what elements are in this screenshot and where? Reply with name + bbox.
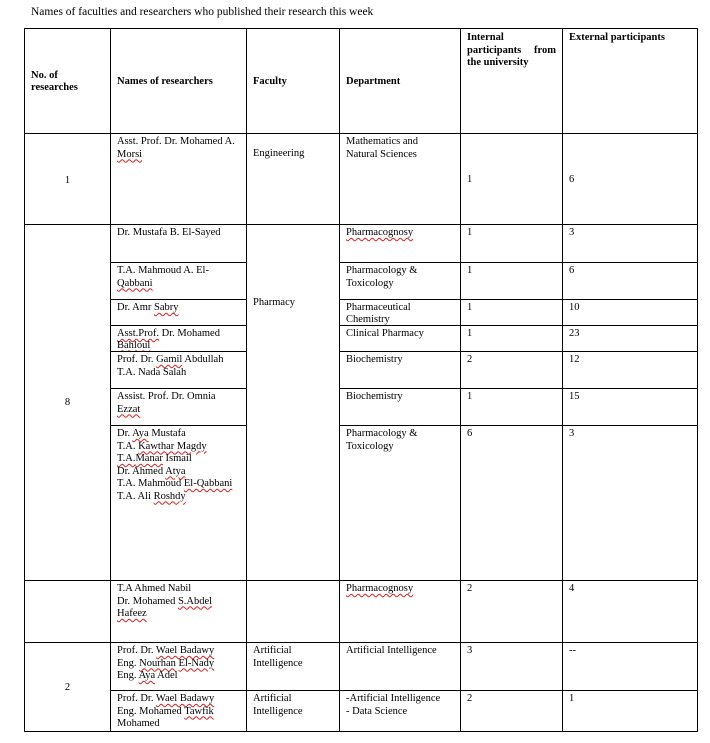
external-cell: 23	[563, 326, 698, 352]
researcher-name: Prof. Dr.	[117, 354, 157, 365]
researcher-name: Dr.	[117, 428, 133, 439]
page-caption: Names of faculties and researchers who published their research this week	[31, 6, 374, 18]
header-faculty: Faculty	[247, 29, 340, 134]
researcher-line	[117, 302, 240, 315]
researcher-name: Adel	[155, 670, 178, 681]
researcher-name: El-Nady	[178, 657, 215, 669]
external-cell: 4	[563, 581, 698, 643]
researcher-name: Qabbani	[117, 277, 153, 289]
header-external: External participants	[563, 29, 698, 134]
internal-cell: 2	[461, 691, 563, 732]
department-line: Natural Sciences	[346, 148, 417, 160]
department-line: Toxicology	[346, 440, 394, 452]
researcher-name: Asst.Prof.	[117, 328, 160, 339]
names-cell	[111, 426, 247, 581]
names-cell	[111, 352, 247, 389]
researcher-name: Dr. Amr	[117, 302, 155, 313]
names-cell	[111, 225, 247, 263]
department-cell	[340, 691, 461, 732]
researcher-line	[117, 491, 240, 504]
names-cell	[111, 581, 247, 643]
group-count-cell: 2	[25, 643, 111, 732]
table-row	[25, 225, 698, 263]
researcher-line	[117, 453, 240, 466]
external-cell: 10	[563, 300, 698, 326]
researcher-name: T.A.	[117, 453, 136, 464]
researcher-name: Abdullah	[182, 354, 224, 365]
researcher-line	[117, 354, 240, 367]
department-line: Biochemistry	[346, 354, 403, 365]
internal-cell: 1	[461, 389, 563, 426]
department-cell	[340, 134, 461, 225]
researcher-name: T.A. Mahmoud	[117, 478, 184, 489]
table-row	[25, 300, 698, 326]
header-department: Department	[340, 29, 461, 134]
researcher-line	[117, 149, 240, 162]
faculty-cell	[247, 134, 340, 225]
faculty-name: Engineering	[253, 148, 305, 159]
table-row	[25, 326, 698, 352]
researcher-line	[117, 658, 240, 671]
researcher-line	[117, 693, 240, 706]
researcher-name: T.A.	[117, 440, 139, 452]
internal-cell: 1	[461, 300, 563, 326]
department-line: Chemistry	[346, 313, 390, 325]
department-line: -Artificial Intelligence	[346, 693, 441, 704]
researcher-name: Wael Badawy	[155, 645, 215, 656]
external-cell: 6	[563, 263, 698, 300]
researcher-name: S.Abdel	[177, 595, 213, 607]
researcher-name: Ismail	[162, 453, 192, 464]
researcher-name: Dr. Mohamed	[159, 328, 220, 339]
external-cell: 12	[563, 352, 698, 389]
external-cell: 6	[563, 134, 698, 225]
department-line: Toxicology	[346, 277, 394, 289]
researcher-line	[117, 441, 240, 454]
department-cell	[340, 389, 461, 426]
table-row	[25, 691, 698, 732]
internal-cell: 1	[461, 263, 563, 300]
group-count-cell	[25, 581, 111, 643]
department-line: Mathematics and	[346, 136, 419, 147]
researcher-name: Dr. Ahmed	[117, 465, 166, 477]
department-cell	[340, 263, 461, 300]
names-cell	[111, 691, 247, 732]
department-cell	[340, 643, 461, 691]
researcher-line	[117, 466, 240, 479]
researcher-name: Kawthar Magdy	[138, 440, 207, 452]
names-cell	[111, 389, 247, 426]
department-line: Biochemistry	[346, 391, 403, 402]
table-row	[25, 389, 698, 426]
department-cell	[340, 426, 461, 581]
external-cell: 3	[563, 426, 698, 581]
external-cell: 3	[563, 225, 698, 263]
names-cell	[111, 263, 247, 300]
department-line: Pharmacognosy	[346, 227, 414, 238]
names-cell	[111, 643, 247, 691]
researcher-line	[117, 706, 240, 719]
researcher-name: Morsi	[117, 148, 143, 160]
researcher-name: Asst. Prof. Dr. Mohamed A.	[117, 136, 235, 147]
researcher-name: Bahloul	[117, 339, 151, 351]
department-cell	[340, 352, 461, 389]
researcher-line	[117, 428, 240, 441]
internal-cell: 1	[461, 134, 563, 225]
department-cell	[340, 581, 461, 643]
department-cell	[340, 225, 461, 263]
header-internal: Internal participants from the university	[461, 29, 563, 134]
researcher-name: Eng.	[117, 657, 140, 669]
researcher-name: Aya	[132, 428, 149, 439]
researcher-line	[117, 478, 240, 491]
table-row	[25, 581, 698, 643]
researcher-name: Dr. Mustafa B. El-Sayed	[117, 227, 221, 238]
researcher-name: Hafeez	[117, 608, 147, 619]
external-cell: --	[563, 643, 698, 691]
researchers-table	[24, 28, 698, 732]
department-line: Pharmaceutical	[346, 302, 411, 313]
researcher-name: Mustafa	[148, 428, 186, 439]
header-row	[25, 29, 698, 134]
researcher-name: Eng. Mohamed	[117, 705, 185, 717]
department-cell	[340, 300, 461, 326]
department-line: Artificial Intelligence	[346, 645, 437, 656]
researcher-name: Ezzat	[117, 403, 141, 415]
faculty-cell	[247, 225, 340, 581]
researcher-line	[117, 645, 240, 658]
researcher-name: T.A Ahmed Nabil	[117, 583, 192, 594]
researcher-name: Tawfik	[184, 705, 214, 717]
table-row	[25, 134, 698, 225]
department-line: - Data Science	[346, 705, 408, 717]
researcher-name: T.A. Ali	[117, 490, 154, 502]
researcher-name: Wael Badawy	[155, 693, 215, 704]
faculty-name: Pharmacy	[253, 297, 295, 308]
researcher-name: T.A. Mahmoud A. El-	[117, 265, 209, 276]
names-cell	[111, 326, 247, 352]
internal-cell: 1	[461, 326, 563, 352]
internal-cell: 6	[461, 426, 563, 581]
researcher-name: Manar	[135, 453, 163, 464]
external-cell: 1	[563, 691, 698, 732]
researcher-name: Gamil	[156, 354, 183, 365]
researcher-line	[117, 596, 240, 609]
department-line: Pharmacognosy	[346, 583, 414, 594]
names-cell	[111, 300, 247, 326]
researcher-name: Eng.	[117, 670, 139, 681]
faculty-cell	[247, 643, 340, 691]
researcher-line	[117, 328, 240, 340]
researcher-name: Dr. Mohamed	[117, 595, 178, 607]
table-row	[25, 643, 698, 691]
internal-cell: 2	[461, 352, 563, 389]
department-line: Pharmacology &	[346, 265, 418, 276]
faculty-cell	[247, 691, 340, 732]
group-count-cell: 8	[25, 225, 111, 581]
header-names: Names of researchers	[111, 29, 247, 134]
external-cell: 15	[563, 389, 698, 426]
researcher-name: Mohamed	[117, 718, 160, 729]
researcher-line	[117, 670, 240, 683]
department-line: Pharmacology &	[346, 428, 418, 439]
researcher-name: Assist. Prof. Dr. Omnia	[117, 391, 216, 402]
department-cell	[340, 326, 461, 352]
table-row	[25, 263, 698, 300]
researcher-line	[117, 136, 240, 149]
researcher-name: Prof. Dr.	[117, 693, 156, 704]
faculty-name: Artificial Intelligence	[253, 693, 303, 717]
researcher-name: Sabry	[154, 302, 179, 313]
table-row	[25, 352, 698, 389]
researcher-name: Prof. Dr.	[117, 645, 156, 656]
researcher-name: Aya	[138, 670, 156, 681]
faculty-name: Artificial Intelligence	[253, 645, 303, 669]
internal-cell: 1	[461, 225, 563, 263]
researcher-name: Roshdy	[153, 490, 186, 502]
internal-cell: 2	[461, 581, 563, 643]
group-count-cell: 1	[25, 134, 111, 225]
department-line: Clinical Pharmacy	[346, 328, 424, 339]
internal-cell: 3	[461, 643, 563, 691]
header-num-researches: No. of researches	[25, 29, 111, 134]
researcher-name: Atya	[165, 465, 186, 477]
researcher-name: Nourhan	[139, 657, 176, 669]
table-row	[25, 426, 698, 581]
researcher-name: T.A. Nada Salah	[117, 366, 187, 378]
researcher-name: El-Qabbani	[183, 478, 233, 489]
names-cell	[111, 134, 247, 225]
faculty-cell	[247, 581, 340, 643]
